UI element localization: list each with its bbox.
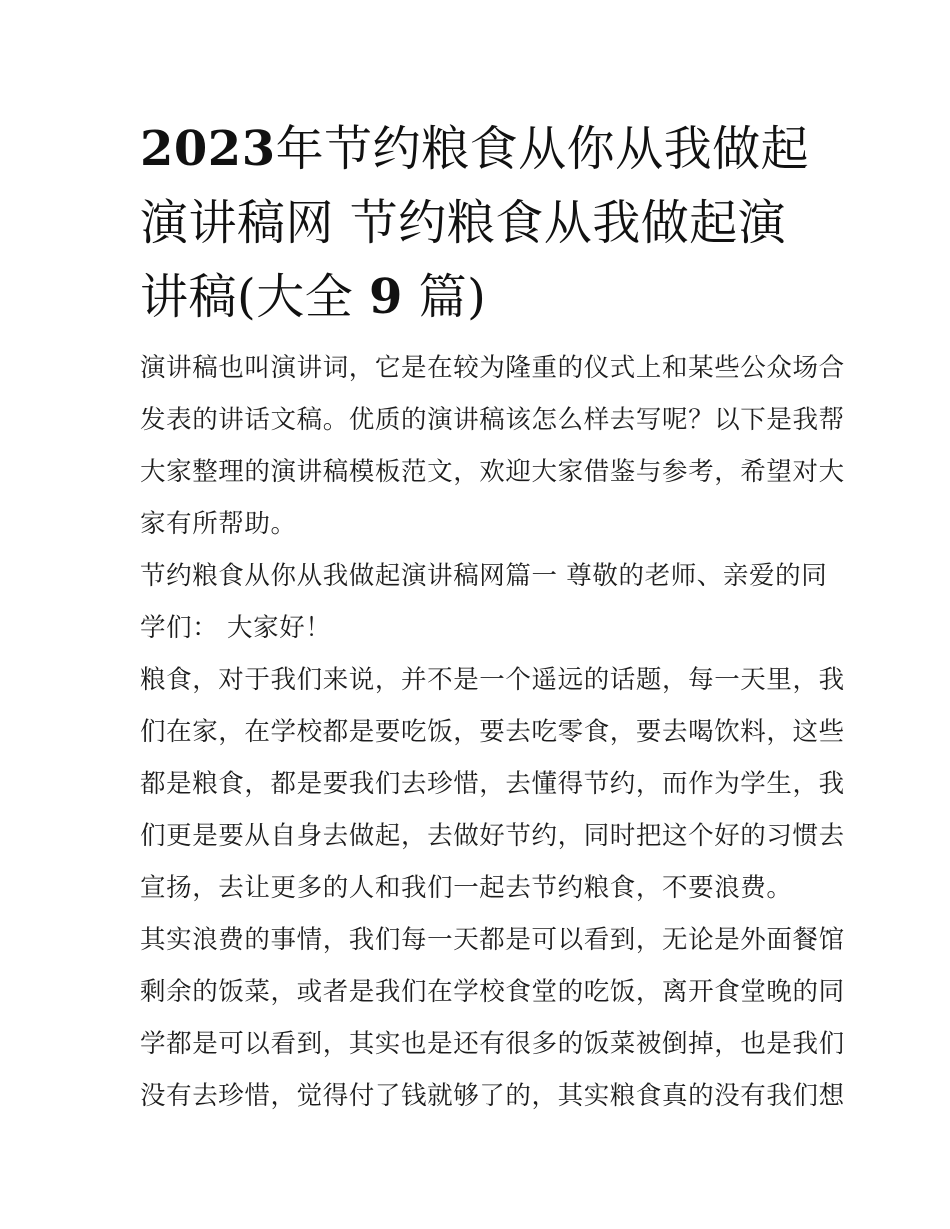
title-line-2-text: 演讲稿网 节约粮食从我做起演	[140, 195, 787, 251]
title-year: 2023	[140, 121, 276, 177]
paragraph-line: 粮食，对于我们来说，并不是一个遥远的话题，每一天里，我	[140, 665, 845, 695]
paragraph-line: 大家整理的演讲稿模板范文，欢迎大家借鉴与参考，希望对大	[140, 457, 845, 487]
title-line-2	[140, 186, 812, 260]
title-line-3	[140, 260, 812, 334]
paragraph-line: 都是粮食，都是要我们去珍惜，去懂得节约，而作为学生，我	[140, 769, 845, 799]
document-title	[140, 112, 812, 334]
title-line-3-pre: 讲稿(大全	[140, 269, 369, 325]
title-line-1	[140, 112, 812, 186]
paragraph-intro	[140, 342, 845, 550]
paragraph-line: 演讲稿也叫演讲词，它是在较为隆重的仪式上和某些公众场合	[140, 353, 845, 383]
paragraph-line: 宣扬，去让更多的人和我们一起去节约粮食，不要浪费。	[140, 873, 793, 903]
paragraph-waste	[140, 914, 845, 1122]
title-count: 9	[369, 269, 403, 325]
paragraph-line: 家有所帮助。	[140, 509, 297, 539]
paragraph-line: 发表的讲话文稿。优质的演讲稿该怎么样去写呢？以下是我帮	[140, 405, 845, 435]
document-body	[140, 342, 845, 1122]
paragraph-line: 学们： 大家好！	[140, 613, 332, 643]
paragraph-line: 没有去珍惜，觉得付了钱就够了的，其实粮食真的没有我们想	[140, 1081, 845, 1111]
paragraph-line: 其实浪费的事情，我们每一天都是可以看到，无论是外面餐馆	[140, 925, 845, 955]
paragraph-food	[140, 654, 845, 914]
paragraph-line: 剩余的饭菜，或者是我们在学校食堂的吃饭，离开食堂晚的同	[140, 977, 845, 1007]
paragraph-line: 们在家，在学校都是要吃饭，要去吃零食，要去喝饮料，这些	[140, 717, 845, 747]
title-line-3-text: 篇)	[402, 269, 487, 325]
paragraph-line: 们更是要从自身去做起，去做好节约，同时把这个好的习惯去	[140, 821, 845, 851]
paragraph-greeting	[140, 550, 828, 654]
paragraph-line: 学都是可以看到，其实也是还有很多的饭菜被倒掉，也是我们	[140, 1029, 845, 1059]
title-line-1-text: 年节约粮食从你从我做起	[275, 121, 810, 177]
paragraph-line: 节约粮食从你从我做起演讲稿网篇一 尊敬的老师、亲爱的同	[140, 561, 828, 591]
